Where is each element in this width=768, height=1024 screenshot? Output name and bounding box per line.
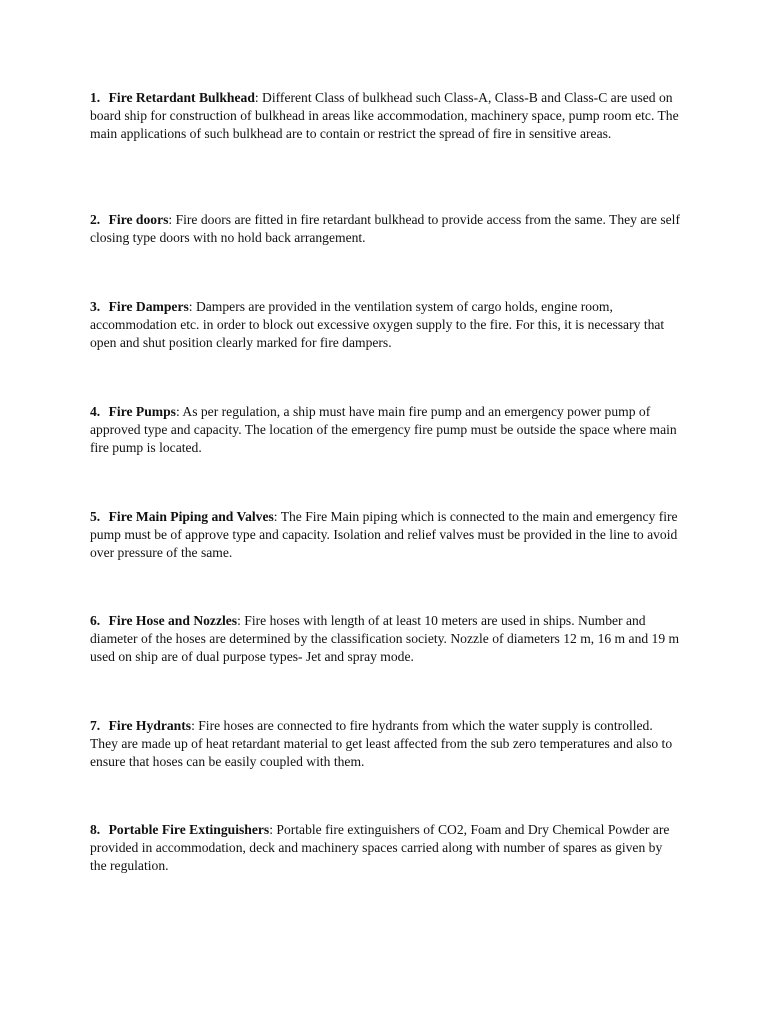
item-title: Fire Pumps xyxy=(108,404,176,419)
list-item-fire-hydrants xyxy=(90,717,680,771)
item-number: 2. xyxy=(90,212,101,227)
item-title: Fire doors xyxy=(108,212,169,227)
item-number: 6. xyxy=(90,613,101,628)
list-item-fire-hose-nozzles xyxy=(90,612,680,666)
item-text: : Different Class of bulkhead such Class-A, Class-B and Class-C are used on board ship for construction of bulkhead in areas like accommodation, machinery space, pump room etc. The main applications of such bulkhead are to contain or restrict the spread of fire in sensitive areas. xyxy=(90,90,679,141)
item-title: Fire Hose and Nozzles xyxy=(108,613,238,628)
list-item-fire-main-piping xyxy=(90,508,680,562)
item-text: : Dampers are provided in the ventilation system of cargo holds, engine room, accommodation etc. in order to block out excessive oxygen supply to the fire. For this, it is necessary that open and shut position clearly marked for fire dampers. xyxy=(90,299,665,350)
item-title: Fire Retardant Bulkhead xyxy=(108,90,255,105)
list-item-fire-doors xyxy=(90,211,680,247)
list-item-fire-pumps xyxy=(90,403,680,457)
item-text: : The Fire Main piping which is connected to the main and emergency fire pump must be of approve type and capacity. Isolation and relief valves must be provided in the line to avoid over pressure of the same. xyxy=(90,509,678,560)
item-text: : Portable fire extinguishers of CO2, Foam and Dry Chemical Powder are provided in accommodation, deck and machinery spaces carried along with number of spares as given by the regulation. xyxy=(90,822,670,873)
item-title: Portable Fire Extinguishers xyxy=(108,822,270,837)
item-title: Fire Main Piping and Valves xyxy=(108,509,274,524)
list-item-fire-dampers xyxy=(90,298,680,352)
item-number: 4. xyxy=(90,404,101,419)
item-title: Fire Dampers xyxy=(108,299,189,314)
item-number: 1. xyxy=(90,90,101,105)
item-text: : Fire hoses are connected to fire hydrants from which the water supply is controlled. They are made up of heat retardant material to get least affected from the sub zero temperatures and also to ensure that hoses can be easily coupled with them. xyxy=(90,718,673,769)
list-item-portable-fire-extinguishers xyxy=(90,821,680,875)
item-text: : As per regulation, a ship must have main fire pump and an emergency power pump of approved type and capacity. The location of the emergency fire pump must be outside the space where main fire pump is located. xyxy=(90,404,677,455)
item-text: : Fire doors are fitted in fire retardant bulkhead to provide access from the same. They are self closing type doors with no hold back arrangement. xyxy=(90,212,680,245)
item-text: : Fire hoses with length of at least 10 meters are used in ships. Number and diameter of the hoses are determined by the classification society. Nozzle of diameters 12 m, 16 m and 19 m used on ship are of dual purpose types- Jet and spray mode. xyxy=(90,613,680,664)
item-number: 3. xyxy=(90,299,101,314)
item-number: 5. xyxy=(90,509,101,524)
list-item-fire-retardant-bulkhead xyxy=(90,89,680,143)
item-number: 7. xyxy=(90,718,101,733)
item-title: Fire Hydrants xyxy=(108,718,192,733)
item-number: 8. xyxy=(90,822,101,837)
